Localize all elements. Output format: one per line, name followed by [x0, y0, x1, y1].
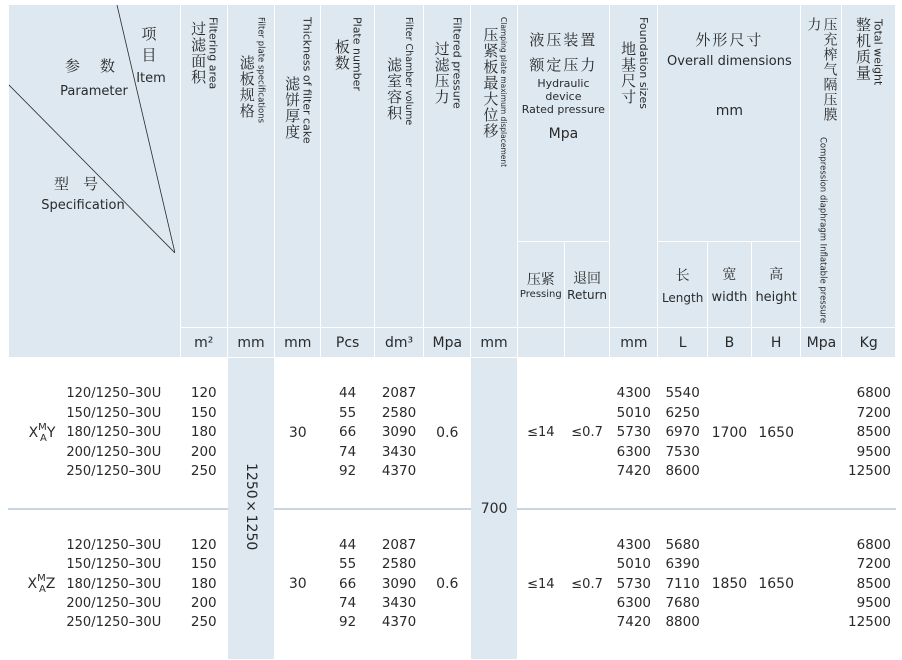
- width-header: 宽 width: [707, 242, 751, 328]
- length-header: 长 Length: [658, 242, 707, 328]
- unit-hydraulic-pressing: [517, 328, 564, 358]
- unit-cake: mm: [275, 328, 321, 358]
- unit-width: B: [707, 328, 751, 358]
- filter-area-header: 过滤面积Filtering area: [180, 5, 227, 328]
- height-value: 1650: [752, 509, 801, 660]
- plates-list: 44 55 66 74 92: [321, 509, 374, 660]
- model-list: 120/1250–30U 150/1250–30U 180/1250–30U 200/1250–30U 250/1250–30U: [60, 358, 180, 509]
- return-value: ≤0.7: [564, 509, 609, 660]
- unit-area: m²: [180, 328, 227, 358]
- plate-size-cell: 1250×1250: [227, 358, 274, 660]
- corner-header: [9, 5, 181, 358]
- area-list: 120 150 180 200 250: [180, 358, 227, 509]
- foundation-header: 地基尺寸Foundation sizes: [610, 5, 658, 328]
- item-label: 项目 Item: [136, 25, 169, 86]
- model-label: 型号 Specification: [41, 175, 125, 213]
- weight-header: 整机质量Total weight: [842, 5, 896, 328]
- pressing-header: 压紧 Pressing: [517, 242, 564, 328]
- unit-diaphragm: Mpa: [801, 328, 842, 358]
- series-label: [9, 509, 60, 660]
- filtered-pressure-header: 过滤压力Filtered pressure: [424, 5, 471, 328]
- table-row: [9, 358, 896, 509]
- unit-foundation: mm: [610, 328, 658, 358]
- cake-value: 30: [275, 509, 321, 660]
- unit-pressure: Mpa: [424, 328, 471, 358]
- clamping-cell: 700: [471, 358, 517, 660]
- width-value: 1700: [707, 358, 751, 509]
- volume-list: 2087 2580 3090 3430 4370: [374, 509, 423, 660]
- diaphragm-header: 压充榨气隔压膜力Compression diaphragm Inflatable pressure: [801, 5, 842, 328]
- unit-plates: Pcs: [321, 328, 374, 358]
- table-row: [9, 509, 896, 660]
- diaphragm-value: [801, 509, 842, 660]
- plate-number-header: 板数Plate number: [321, 5, 374, 328]
- pressing-value: ≤14: [517, 358, 564, 509]
- return-header: 退回 Return: [564, 242, 609, 328]
- height-header: 高 height: [752, 242, 801, 328]
- unit-clamping: mm: [471, 328, 517, 358]
- width-value: 1850: [707, 509, 751, 660]
- foundation-list: 4300 5010 5730 6300 7420: [610, 358, 658, 509]
- overall-header: 外形尺寸 Overall dimensions mm: [658, 5, 801, 242]
- volume-list: 2087 2580 3090 3430 4370: [374, 358, 423, 509]
- cake-thickness-header: 滤饼厚度Thickness of filter cake: [275, 5, 321, 328]
- unit-length: L: [658, 328, 707, 358]
- pressure-value: 0.6: [424, 509, 471, 660]
- length-list: 5680 6390 7110 7680 8800: [658, 509, 707, 660]
- unit-height: H: [752, 328, 801, 358]
- plate-spec-header: 滤板规格Filter plate specifications: [227, 5, 274, 328]
- series-z: X M A Z: [27, 573, 56, 596]
- unit-plate-spec: mm: [227, 328, 274, 358]
- unit-hydraulic-return: [564, 328, 609, 358]
- diaphragm-value: [801, 358, 842, 509]
- plates-list: 44 55 66 74 92: [321, 358, 374, 509]
- header-row: [9, 5, 896, 242]
- length-list: 5540 6250 6970 7530 8600: [658, 358, 707, 509]
- pressure-value: 0.6: [424, 358, 471, 509]
- cake-value: 30: [275, 358, 321, 509]
- unit-volume: dm³: [374, 328, 423, 358]
- series-label: [9, 358, 60, 509]
- unit-weight: Kg: [842, 328, 896, 358]
- weight-list: 6800 7200 8500 9500 12500: [842, 509, 896, 660]
- hydraulic-header: 液压装置 额定压力 Hydraulic device Rated pressure Mpa: [517, 5, 610, 242]
- chamber-volume-header: 滤室容积Filter Chamber volume: [374, 5, 423, 328]
- area-list: 120 150 180 200 250: [180, 509, 227, 660]
- height-value: 1650: [752, 358, 801, 509]
- clamping-header: 压紧板最大位移Clamping plate maximum displacement: [471, 5, 517, 328]
- param-label: 参数 Parameter: [60, 57, 135, 99]
- pressing-value: ≤14: [517, 509, 564, 660]
- foundation-list: 4300 5010 5730 6300 7420: [610, 509, 658, 660]
- model-list: 120/1250–30U 150/1250–30U 180/1250–30U 200/1250–30U 250/1250–30U: [60, 509, 180, 660]
- weight-list: 6800 7200 8500 9500 12500: [842, 358, 896, 509]
- spec-table: [8, 4, 896, 660]
- return-value: ≤0.7: [564, 358, 609, 509]
- series-y: X M A Y: [28, 421, 56, 444]
